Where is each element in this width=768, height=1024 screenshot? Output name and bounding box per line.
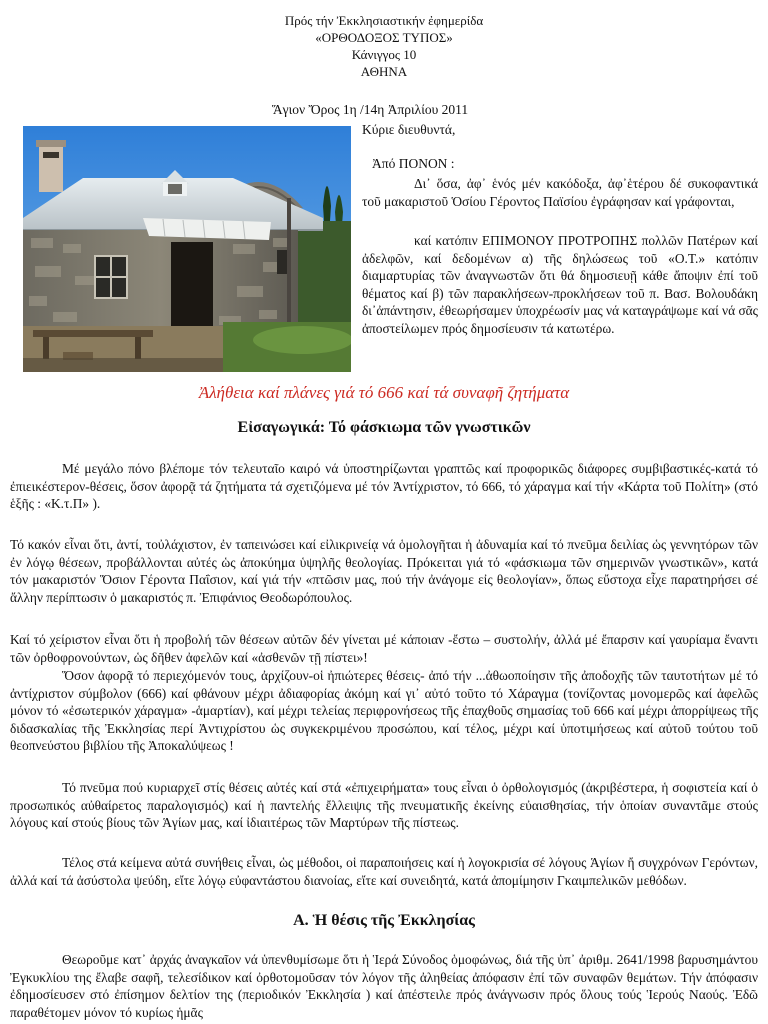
letter-date: Ἅγιον Ὄρος 1η /14η Ἀπριλίου 2011 [272,102,469,117]
recipient-line: «ΟΡΘΟΔΟΞΟΣ ΤΥΠΟΣ» [315,30,453,45]
body-paragraph: Καί τό χείριστον εἶναι ὅτι ἡ προβολή τῶν θέσεων αὐτῶν δέν γίνεται μέ κάποιαν -ἔστω – συστολήν, ἀλλά μέ ἔπαρσιν καί γαυρίαμα ἔναντι τῶν ὀρθοφρονούντων, ὡς δῆθεν ἀφελῶν καί «ἀσθενῶν τῇ πίστει»! [10,632,758,665]
body-paragraph: Τέλος στά κείμενα αὐτά συνήθεις εἶναι, ὡς μέθοδοι, οἱ παραποιήσεις καί ἡ λογοκρισία σέ λόγους Ἁγίων ἤ συγχρόνων Γερόντων, ἀλλά καί τά ἀσύστολα ψεύδη, εἴτε λόγῳ εὐφαντάστου διανοίας, εἴτε καί συνειδητά, κατά ἀπομίμησιν Γκαιμπελικῶν μεθόδων. [10,855,758,888]
sender-line: Ἀπό ΠΟΝΟΝ : [372,156,455,171]
recipient-address [0,12,768,80]
monastery-house-photo [23,126,351,372]
section-heading-a: Α. Ἡ θέσις τῆς Ἐκκλησίας [293,912,475,929]
body-paragraph: Ὅσον ἀφορᾷ τό περιεχόμενόν τους, ἀρχίζουν-οἱ ἠπιώτερες θέσεις- ἀπό τήν ...ἀθωοποίησιν τῆς ἀποδοχῆς τῶν ταυτοτήτων μέ τό ἀντίχριστον σύμβολον (666) καί φθάνουν μέχρι ἀδιαφορίας ἀκόμη καί γι᾽ αὐτό τοῦτο τό Χάραγμα (τονίζοντας μονομερῶς καί ἀφελῶς μόνον τό «ἐσωτερικόν χάραγμα» -ἁμαρτίαν), καί μέχρι τελείας περιφρονήσεως τῆς ἐπαχθοῦς σημασίας τοῦ 666 καί μέχρι ἀπορρίψεως τῆς διδασκαλίας τῆς Ἐκκλησίας περί Ἀντιχρίστου ὡς συγκεκριμένου προσώπου, καί τέλος, μέχρι καί ὑποτιμήσεως καί αὐτοῦ τούτου τοῦ θεοπνεύστου βιβλίου τῆς Ἀποκαλύψεως ! [10,668,758,754]
article-title: Ἀλήθεια καί πλάνες γιά τό 666 καί τά συναφῆ ζητήματα [198,383,570,402]
recipient-line: Πρός τήν Ἐκκλησιαστικήν ἐφημερίδα [284,13,484,28]
body-paragraph: Τό κακόν εἶναι ὅτι, ἀντί, τοὐλάχιστον, ἐν ταπεινώσει καί εἰλικρινείᾳ νά ὁμολογῆται ἡ ἀδυναμία καί τό πνεῦμα δειλίας ὡς γεννητόρων τῶν ἐν λόγῳ θέσεων, προβάλλονται αὐτές ὡς ἀποκύημα ὑψηλῆς θεολογίας. Πρόκειται γιά τό «φάσκιωμα τῶν σημερινῶν γνωστικῶν», κατά τόν μακαριστόν Ὅσιον Γέροντα Παΐσιον, καί γιά τήν «πτῶσιν μας, πού τήν ἀνάγομε εἰς θεολογίαν», ὅπως εὔστοχα εἶχε παρατηρήσει σέ ἄλλην περίπτωσιν ὁ μακαριστός π. Ἐπιφάνιος Θεοδωρόπουλος. [10,537,758,605]
intro-paragraph: καί κατόπιν ΕΠΙΜΟΝΟΥ ΠΡΟΤΡΟΠΗΣ πολλῶν Πατέρων καί ἀδελφῶν, καί δεδομένων α) τῆς δηλώσεως τοῦ «Ο.Τ.» κατόπιν διαμαρτυρίας τῶν ἀναγνωστῶν ὅτι θά δημοσιευῇ κάθε ἄποψιν ἐπί τοῦ θέματος καί β) τῶν παρακλήσεων-προκλήσεων τοῦ π. Βασ. Βολουδάκη δι᾽ἀπάντησιν, ἐθεωρήσαμεν ὑποχρέωσίν μας νά καταγράψωμε καί νά σᾶς ἀποστείλωμεν πρός δημοσίευσιν τά κατωτέρω. [362,233,758,336]
salutation: Κύριε διευθυντά, [362,122,456,137]
section-heading-intro: Εἰσαγωγικά: Τό φάσκιωμα τῶν γνωστικῶν [237,419,531,436]
body-paragraph: Τό πνεῦμα πού κυριαρχεῖ στίς θέσεις αὐτές καί στά «ἐπιχειρήματα» τους εἶναι ὁ ὀρθολογισμός (ἀκριβέστερα, ἡ σοφιστεία καί ὁ προσωπικός αὐθαίρετος παραλογισμός) καί ἡ παντελής ἔλλειψις τῆς πνευματικῆς ἐκείνης εὐαισθησίας, τήν ὁποίαν συναντᾶμε στούς λόγους καί στούς βίους τῶν Ἁγίων μας, καί ἰδιαιτέρως τῶν Μαρτύρων τῆς πίστεως. [10,780,758,831]
recipient-line: Κάνιγγος 10 [351,47,417,62]
body-paragraph: Θεωροῦμε κατ᾽ ἀρχάς ἀναγκαῖον νά ὑπενθυμίσωμε ὅτι ἡ Ἱερά Σύνοδος ὁμοφώνως, διά τῆς ὑπ᾽ ἀριθμ. 2641/1998 βαρυσημάντου Ἐγκυκλίου της ἔλαβε σαφῆ, τελεσίδικον καί ὀρθοτομοῦσαν τόν λόγον τῆς ἀληθείας ἀπόφασιν ἐπί τῶν συναφῶν θεμάτων. Τήν ἀπόφασιν ἐδημοσίευσεν στό ἐπίσημον δελτίον της (περιοδικόν Ἐκκλησία ) καί ἀπέστειλε πρός ἀνάγνωσιν πρός ὅλους τούς Ἱερούς Ναούς. Ἐδῶ παραθέτομεν μόνον τό κυρίως ἡμᾶς [10,952,758,1020]
intro-paragraph: Δι᾽ ὅσα, ἀφ᾽ ἑνός μέν κακόδοξα, ἀφ᾽ἑτέρου δέ συκοφαντικά τοῦ μακαριστοῦ Ὁσίου Γέροντος Παϊσίου ἐγράφησαν καί γράφονται, [362,176,758,209]
body-paragraph: Μέ μεγάλο πόνο βλέπομε τόν τελευταῖο καιρό νά ὑποστηρίζωνται γραπτῶς καί προφορικῶς διάφορες συμβιβαστικές-κατά τό ἐπιεικέστερον-θέσεις, ὅσον ἀφορᾷ τά ζητήματα τά σχετιζόμενα μέ τόν Ἀντίχριστον, τό 666, τό χάραγμα καί τήν «Κάρτα τοῦ Πολίτη» (στό ἑξῆς : «Κ.τ.Π» ). [10,461,758,512]
recipient-line: ΑΘΗΝΑ [360,64,408,79]
